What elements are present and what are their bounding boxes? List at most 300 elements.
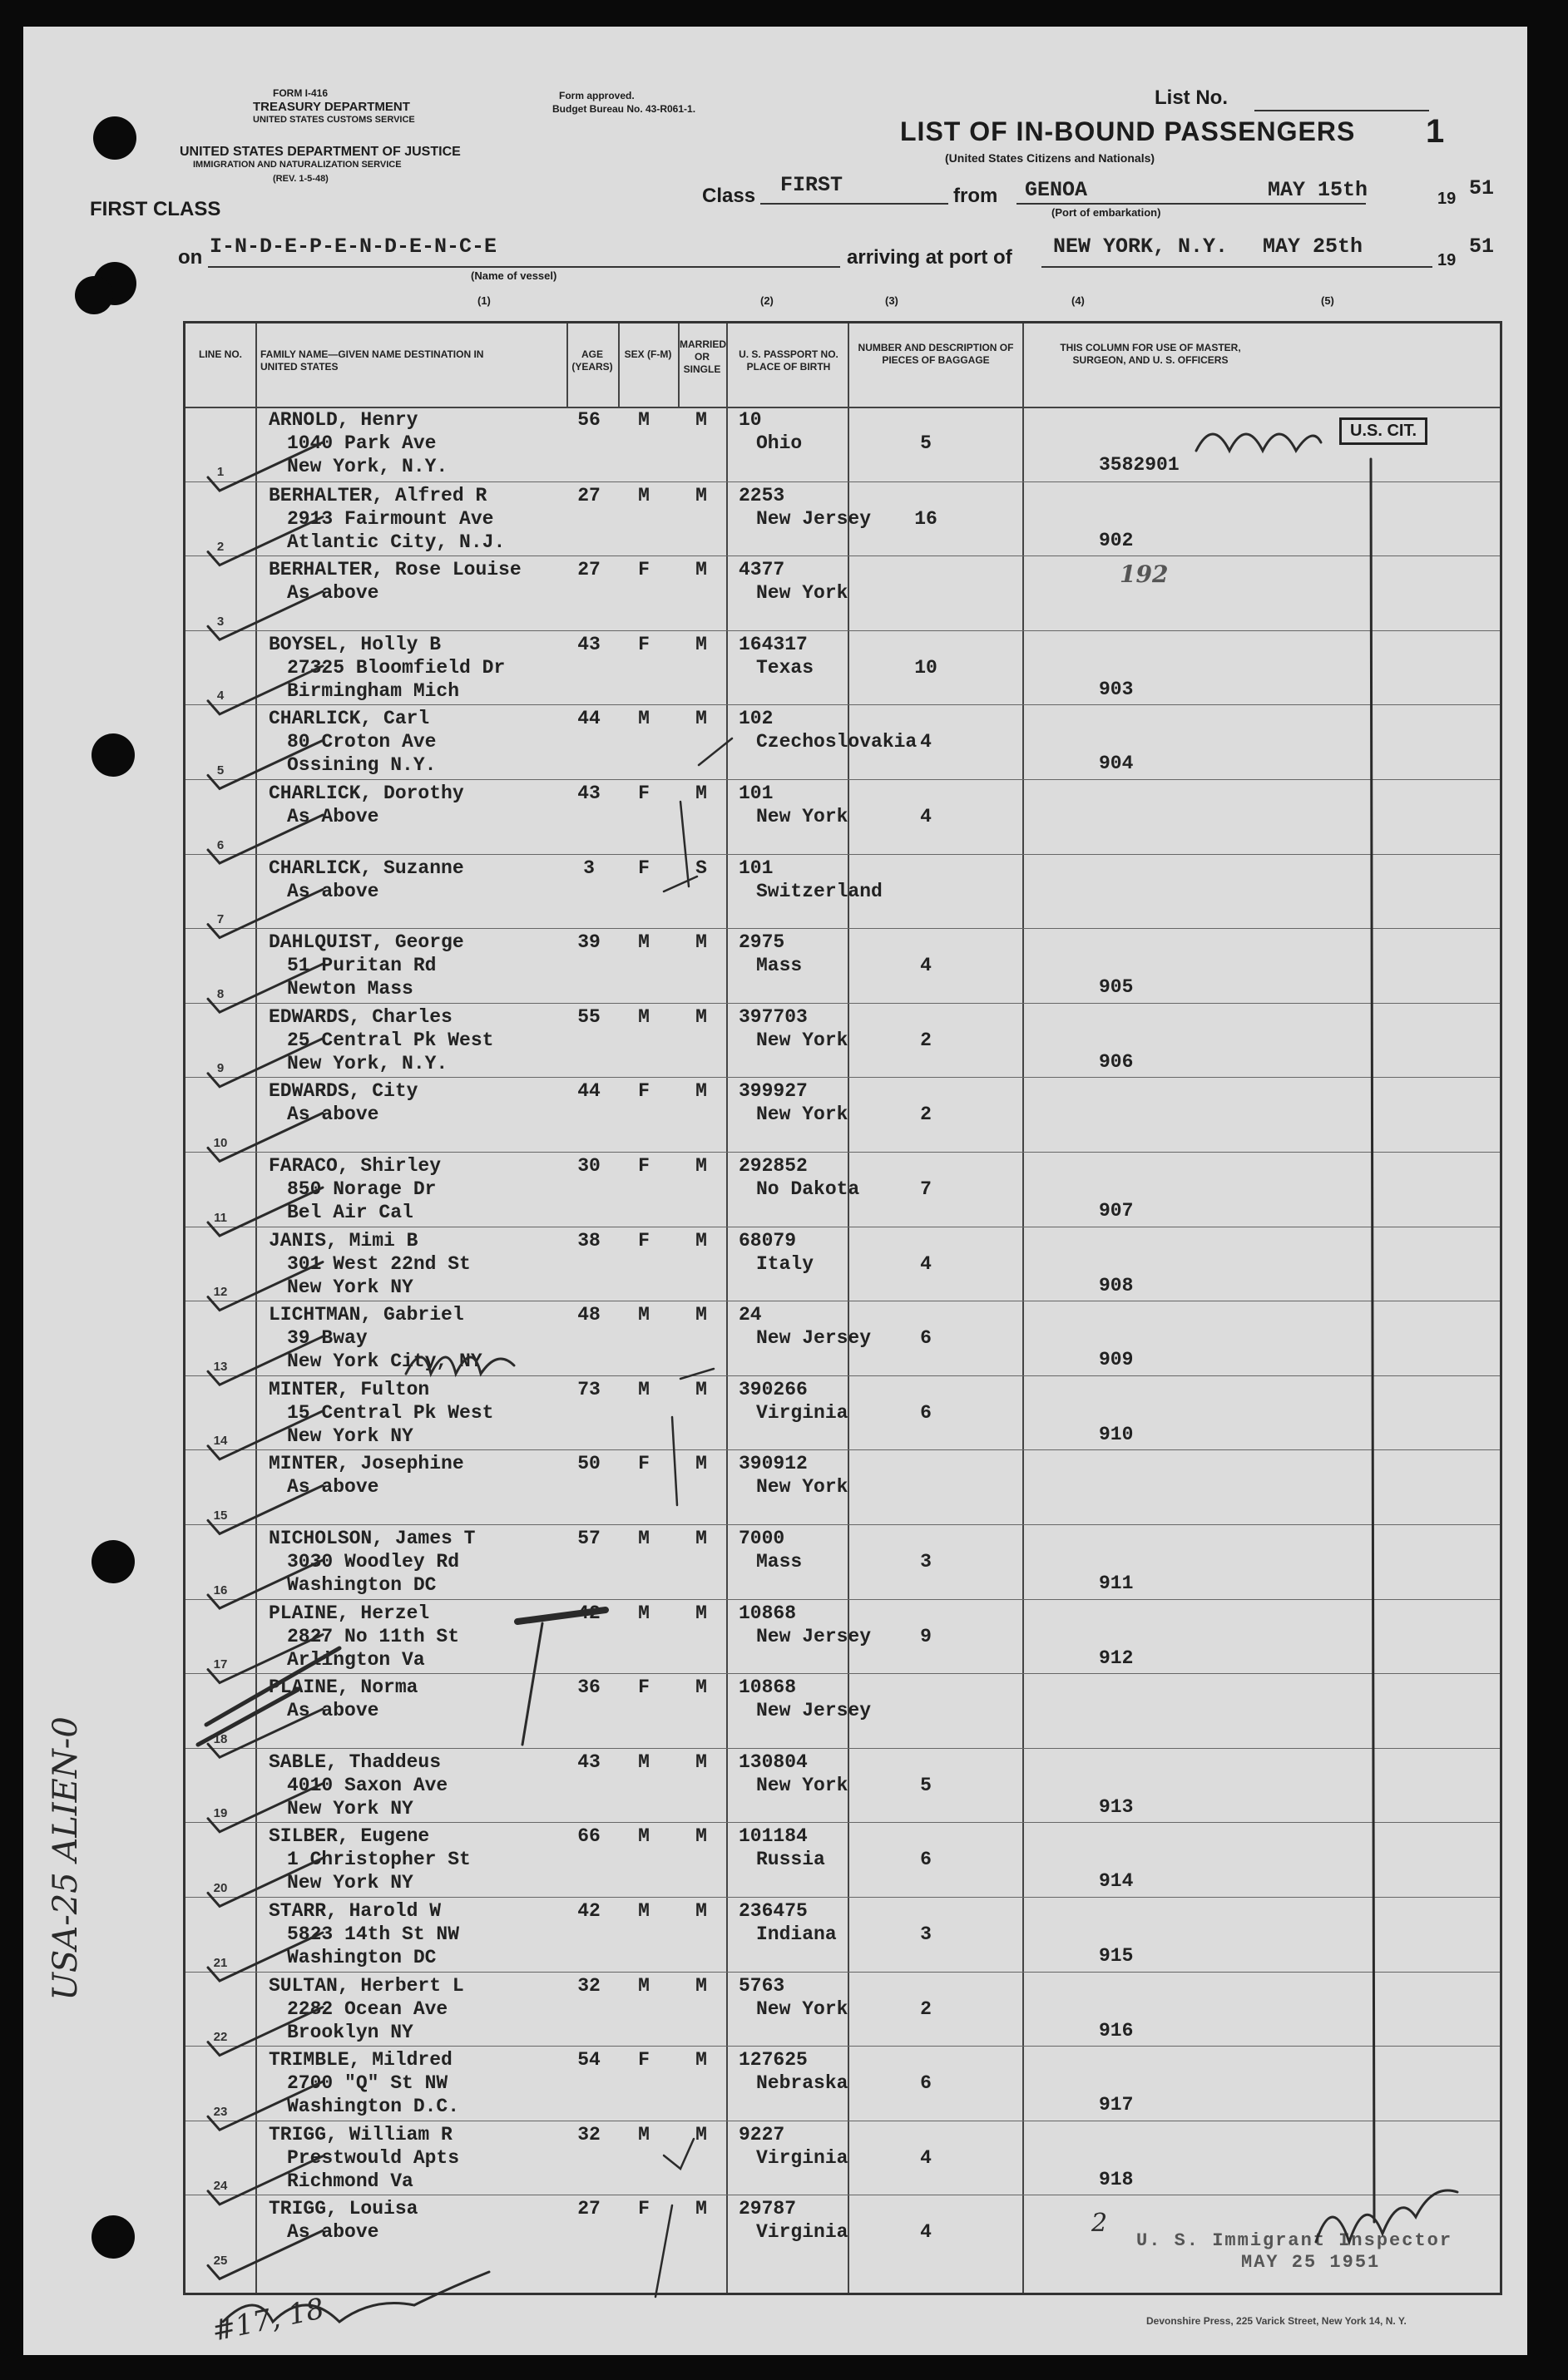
table-row [185,1524,1500,1600]
place-of-birth: New York [756,1476,848,1499]
passport-number: 10868 [739,1676,797,1699]
officer-number: 915 [1099,1945,1134,1967]
address-line-2: Washington DC [287,1947,437,1968]
line-number: 11 [214,1210,227,1225]
age: 43 [577,783,601,804]
passport-number: 4377 [739,559,785,581]
line-number: 7 [216,912,225,927]
punch-hole [92,2215,135,2259]
officer-number: 3582901 [1099,454,1180,476]
line-number: 22 [213,2030,228,2045]
sex: F [638,857,650,879]
marital-status: M [695,1378,707,1400]
place-of-birth: New York [756,1029,848,1051]
address-line-2: New York NY [287,1797,413,1820]
vessel-name: I-N-D-E-P-E-N-D-E-N-C-E [210,235,497,259]
age: 54 [577,2049,601,2071]
place-of-birth: Ohio [756,432,803,454]
age: 50 [577,1453,601,1475]
passenger-table [183,321,1502,2295]
address-line-1: 2827 No 11th St [287,1625,460,1647]
age: 38 [577,1229,601,1252]
line-number: 23 [213,2104,228,2119]
officer-number: 918 [1099,2168,1134,2190]
sex: M [638,1825,650,1848]
line-number: 1 [216,464,225,479]
arrival-year-prefix: 19 [1437,251,1457,269]
baggage-count: 10 [914,656,937,679]
place-of-birth: New York [756,1104,848,1126]
address-line-2: Washington DC [287,1574,437,1596]
marital-status: M [695,931,707,954]
baggage-count: 9 [920,1625,932,1647]
passenger-name: ARNOLD, Henry [269,409,418,431]
officer-number: 912 [1099,1647,1134,1669]
line-number: 24 [213,2179,228,2194]
address-line-1: 5823 14th St NW [287,1923,460,1945]
passport-number: 5763 [739,1974,785,1997]
baggage-count: 2 [920,1997,932,2020]
marital-status: M [695,1005,707,1028]
from-underline [1016,203,1366,205]
place-of-birth: Virginia [756,2146,848,2169]
address-line-2: Atlantic City, N.J. [287,531,506,553]
colnum-5: (5) [1321,294,1334,307]
address-line-2: New York NY [287,1425,413,1447]
line-number: 25 [213,2253,228,2268]
address-line-1: 2913 Fairmount Ave [287,507,494,530]
address-line-2: Birmingham Mich [287,679,460,702]
marital-status: M [695,633,707,655]
address-line-1: As above [287,1104,379,1126]
budget-bureau: Budget Bureau No. 43-R061-1. [552,103,696,115]
sex: M [638,409,650,431]
table-row [185,2046,1500,2121]
table-row [185,1897,1500,1973]
line-number: 20 [213,1880,228,1895]
sex: M [638,1304,650,1326]
address-line-1: Prestwould Apts [287,2146,460,2169]
sex: F [638,1155,650,1177]
sex: F [638,633,650,655]
passenger-name: NICHOLSON, James T [269,1528,476,1549]
officer-number: 905 [1099,976,1134,999]
sex: F [638,559,650,581]
inspector-caption: U. S. Immigrant Inspector [1136,2230,1453,2251]
vessel-underline [208,266,840,268]
place-of-birth: New York [756,806,848,827]
line-number: 3 [216,614,225,629]
manifest-sheet [23,27,1527,2355]
baggage-count: 2 [920,1029,932,1051]
sex: M [638,1900,650,1922]
place-of-birth: New Jersey [756,1327,872,1350]
passport-number: 2975 [739,931,785,954]
baggage-count: 4 [920,1252,932,1275]
age: 55 [577,1005,601,1028]
page-subtitle: (United States Citizens and Nationals) [945,151,1155,165]
departure-date: MAY 15th [1268,178,1368,202]
baggage-count: 6 [920,1327,932,1350]
passport-number: 68079 [739,1229,797,1252]
address-line-1: 25 Central Pk West [287,1029,494,1051]
marital-status: M [695,1602,707,1624]
officer-number: 904 [1099,753,1134,775]
place-of-birth: New York [756,1997,848,2020]
port-of-embarkation: GENOA [1025,178,1088,202]
baggage-count: 5 [920,1774,932,1796]
line-number: 19 [213,1806,228,1821]
line-number: 21 [213,1955,228,1970]
marital-status: M [695,1528,707,1549]
sex: M [638,1378,650,1400]
passport-number: 127625 [739,2049,808,2071]
printer-imprint: Devonshire Press, 225 Varick Street, New York 14, N. Y. [1146,2315,1407,2327]
line-number: 6 [216,837,225,852]
table-row [185,1227,1500,1302]
margin-note: USA-25 ALIEN-0 [46,1716,85,2001]
passport-number: 390912 [739,1453,808,1475]
punch-hole [75,276,113,314]
address-line-2: New York NY [287,1872,413,1894]
address-line-1: As above [287,1700,379,1722]
place-of-birth: Nebraska [756,2072,848,2095]
passport-number: 399927 [739,1080,808,1103]
line-number: 5 [216,763,225,778]
address-line-2: Newton Mass [287,978,413,1000]
sex: M [638,708,650,730]
address-line-2: New York NY [287,1276,413,1298]
line-number: 8 [216,986,225,1001]
marital-status: M [695,1080,707,1103]
passport-number: 9227 [739,2123,785,2145]
baggage-count: 16 [914,507,937,530]
arrival-underline [1041,266,1432,268]
passport-number: 164317 [739,633,808,655]
age: 57 [577,1528,601,1549]
passenger-name: TRIGG, William R [269,2123,453,2145]
class-underline [760,203,948,205]
departure-year-prefix: 19 [1437,190,1457,208]
marital-status: M [695,1453,707,1475]
bottom-note: #17, 18 [209,2292,328,2348]
place-of-birth: New Jersey [756,1625,872,1647]
table-row [185,1077,1500,1153]
passport-number: 292852 [739,1155,808,1177]
arrival-year: 51 [1469,235,1495,259]
passport-number: 390266 [739,1378,808,1400]
passenger-name: EDWARDS, Charles [269,1005,453,1028]
sex: F [638,1080,650,1103]
line-number: 13 [213,1359,228,1374]
arriving-label: arriving at port of [847,246,1012,269]
line-number: 9 [216,1061,225,1076]
baggage-count: 4 [920,806,932,827]
sex: M [638,484,650,506]
punch-hole [92,733,135,777]
sex: F [638,2198,650,2220]
address-line-1: As above [287,1476,379,1499]
marital-status: M [695,1155,707,1177]
class-value: FIRST [780,173,843,197]
form-number: FORM I-416 [273,87,329,99]
place-of-birth: Virginia [756,1401,848,1424]
marital-status: M [695,559,707,581]
marital-status: S [695,857,707,879]
customs-service: UNITED STATES CUSTOMS SERVICE [253,115,415,125]
age: 27 [577,2198,601,2220]
address-line-1: 27325 Bloomfield Dr [287,656,506,679]
marital-status: M [695,1825,707,1848]
passport-number: 101 [739,857,774,879]
line-number: 17 [213,1657,228,1672]
punch-hole [92,1540,135,1583]
address-line-1: 80 Croton Ave [287,731,437,753]
marital-status: M [695,708,707,730]
address-line-2: New York, N.Y. [287,1052,448,1074]
officer-number: 909 [1099,1349,1134,1371]
table-row [185,407,1500,481]
justice-dept: UNITED STATES DEPARTMENT OF JUSTICE [180,145,461,159]
address-line-1: 2700 "Q" St NW [287,2072,448,2095]
address-line-1: 15 Central Pk West [287,1401,494,1424]
table-row [185,1003,1500,1079]
marital-status: M [695,1900,707,1922]
passport-number: 102 [739,708,774,730]
table-row [185,1673,1500,1749]
place-of-birth: No Dakota [756,1178,860,1200]
sex: M [638,931,650,954]
list-no-label: List No. [1155,86,1228,109]
passport-number: 2253 [739,484,785,506]
on-label: on [178,246,203,269]
address-line-1: As above [287,582,379,605]
baggage-count: 3 [920,1923,932,1945]
marital-status: M [695,2123,707,2145]
passport-number: 130804 [739,1750,808,1773]
line3-mark: 192 [1120,560,1169,588]
treasury-dept: TREASURY DEPARTMENT [253,100,410,114]
marital-status: M [695,1676,707,1699]
place-of-birth: Russia [756,1849,825,1871]
passenger-name: SABLE, Thaddeus [269,1750,442,1773]
age: 43 [577,633,601,655]
table-row [185,1301,1500,1376]
address-line-2: Ossining N.Y. [287,754,437,777]
place-of-birth: Italy [756,1252,814,1275]
address-line-1: 1 Christopher St [287,1849,471,1871]
sex: M [638,1005,650,1028]
passport-number: 101184 [739,1825,808,1848]
officer-number: 906 [1099,1050,1134,1073]
age: 44 [577,708,601,730]
place-of-birth: New Jersey [756,507,872,530]
address-line-1: 51 Puritan Rd [287,955,437,977]
place-of-birth: Czechoslovakia [756,731,918,753]
col-header-sex: SEX (F-M) [624,348,672,360]
colnum-3: (3) [885,294,898,307]
sex: F [638,1229,650,1252]
passenger-name: TRIGG, Louisa [269,2198,418,2220]
line-number: 4 [216,689,225,704]
baggage-count: 7 [920,1178,932,1200]
line-number: 18 [213,1731,228,1746]
ins-service: IMMIGRATION AND NATURALIZATION SERVICE [193,160,402,170]
address-line-2: Brooklyn NY [287,2021,413,2043]
punch-hole [93,116,136,160]
marital-status: M [695,1974,707,1997]
age: 36 [577,1676,601,1699]
line-number: 16 [213,1583,228,1597]
place-of-birth: Virginia [756,2221,848,2244]
passenger-name: CHARLICK, Suzanne [269,857,464,879]
baggage-count: 6 [920,1849,932,1871]
address-line-2: New York City, NY [287,1350,482,1373]
table-row [185,1822,1500,1898]
table-row [185,1748,1500,1824]
age: 32 [577,1974,601,1997]
marital-status: M [695,1304,707,1326]
place-of-birth: Switzerland [756,880,883,902]
baggage-count: 4 [920,2221,932,2244]
sex: M [638,1974,650,1997]
address-line-1: 3030 Woodley Rd [287,1551,460,1573]
baggage-count: 4 [920,2146,932,2169]
place-of-birth: Indiana [756,1923,837,1945]
passenger-name: CHARLICK, Dorothy [269,783,464,804]
address-line-1: 301 West 22nd St [287,1252,471,1275]
address-line-1: 2282 Ocean Ave [287,1997,448,2020]
page-title: LIST OF IN-BOUND PASSENGERS [900,116,1356,146]
sex: M [638,1602,650,1624]
us-citizen-stamp: U.S. CIT. [1339,417,1427,445]
table-row [185,630,1500,706]
list-no-line [1254,110,1429,111]
marital-status: M [695,1750,707,1773]
baggage-count: 4 [920,955,932,977]
sex: F [638,783,650,804]
passenger-name: MINTER, Fulton [269,1378,430,1400]
passenger-name: PLAINE, Herzel [269,1602,430,1624]
sex: F [638,1453,650,1475]
place-of-birth: New Jersey [756,1700,872,1722]
address-line-2: New York, N.Y. [287,456,448,477]
address-line-1: 4010 Saxon Ave [287,1774,448,1796]
line-number: 2 [216,540,225,555]
passport-number: 236475 [739,1900,808,1922]
age: 48 [577,1304,601,1326]
passenger-name: FARACO, Shirley [269,1155,442,1177]
baggage-count: 6 [920,2072,932,2095]
passenger-name: MINTER, Josephine [269,1453,464,1475]
place-of-birth: Mass [756,955,803,977]
col-header-officers: THIS COLUMN FOR USE OF MASTER, SURGEON, AND U. S. OFFICERS [1060,342,1241,366]
address-line-2: Washington D.C. [287,2096,460,2118]
table-row [185,854,1500,930]
officer-number: 917 [1099,2094,1134,2116]
passenger-name: JANIS, Mimi B [269,1229,418,1252]
passport-number: 29787 [739,2198,797,2220]
passenger-name: STARR, Harold W [269,1900,442,1922]
age: 73 [577,1378,601,1400]
table-row [185,1152,1500,1227]
age: 66 [577,1825,601,1848]
baggage-count: 4 [920,731,932,753]
officer-number: 902 [1099,529,1134,551]
officer-number: 910 [1099,1423,1134,1445]
marital-status: M [695,409,707,431]
passport-number: 10868 [739,1602,797,1624]
officer-number: 907 [1099,1200,1134,1222]
officer-number: 916 [1099,2019,1134,2042]
marital-status: M [695,2049,707,2071]
passport-number: 7000 [739,1528,785,1549]
address-line-2: Richmond Va [287,2170,413,2192]
marital-status: M [695,1229,707,1252]
passenger-name: EDWARDS, City [269,1080,418,1103]
table-row [185,779,1500,855]
line-number: 14 [213,1434,228,1449]
passenger-name: LICHTMAN, Gabriel [269,1304,464,1326]
baggage-count: 2 [920,1104,932,1126]
age: 56 [577,409,601,431]
place-of-birth: New York [756,1774,848,1796]
form-approved: Form approved. [559,90,635,101]
table-row [185,1449,1500,1525]
officer-number: 908 [1099,1274,1134,1296]
age: 42 [577,1900,601,1922]
age: 43 [577,1750,601,1773]
passenger-name: DAHLQUIST, George [269,931,464,954]
age: 42 [577,1602,601,1624]
table-row [185,555,1500,631]
inspector-date-stamp: MAY 25 1951 [1241,2252,1381,2273]
age: 30 [577,1155,601,1177]
table-row [185,481,1500,557]
age: 3 [583,857,595,879]
from-label: from [953,185,998,207]
marital-status: M [695,2198,707,2220]
passport-number: 10 [739,409,762,431]
col-header-passport: U. S. PASSPORT NO. PLACE OF BIRTH [739,348,838,373]
baggage-count: 5 [920,432,932,454]
class-stamp: FIRST CLASS [90,198,221,220]
passenger-name: BERHALTER, Rose Louise [269,559,522,581]
address-line-1: As above [287,880,379,902]
address-line-1: As above [287,2221,379,2244]
line-number: 12 [213,1285,228,1300]
age: 32 [577,2123,601,2145]
col-header-line: LINE NO. [198,348,242,360]
passenger-name: BERHALTER, Alfred R [269,484,487,506]
table-row [185,2121,1500,2196]
table-row [185,704,1500,780]
arrival-port: NEW YORK, N.Y. [1053,235,1229,259]
officer-number: 903 [1099,678,1134,700]
table-row [185,1599,1500,1675]
col-header-baggage: NUMBER AND DESCRIPTION OF PIECES OF BAGGAGE [858,342,1014,366]
passenger-name: CHARLICK, Carl [269,708,430,730]
colnum-1: (1) [477,294,491,307]
table-row [185,1972,1500,2047]
age: 27 [577,559,601,581]
departure-year: 51 [1469,176,1495,200]
line-number: 10 [213,1135,228,1150]
address-line-1: As Above [287,806,379,827]
age: 27 [577,484,601,506]
place-of-birth: Texas [756,656,814,679]
sex: F [638,2049,650,2071]
